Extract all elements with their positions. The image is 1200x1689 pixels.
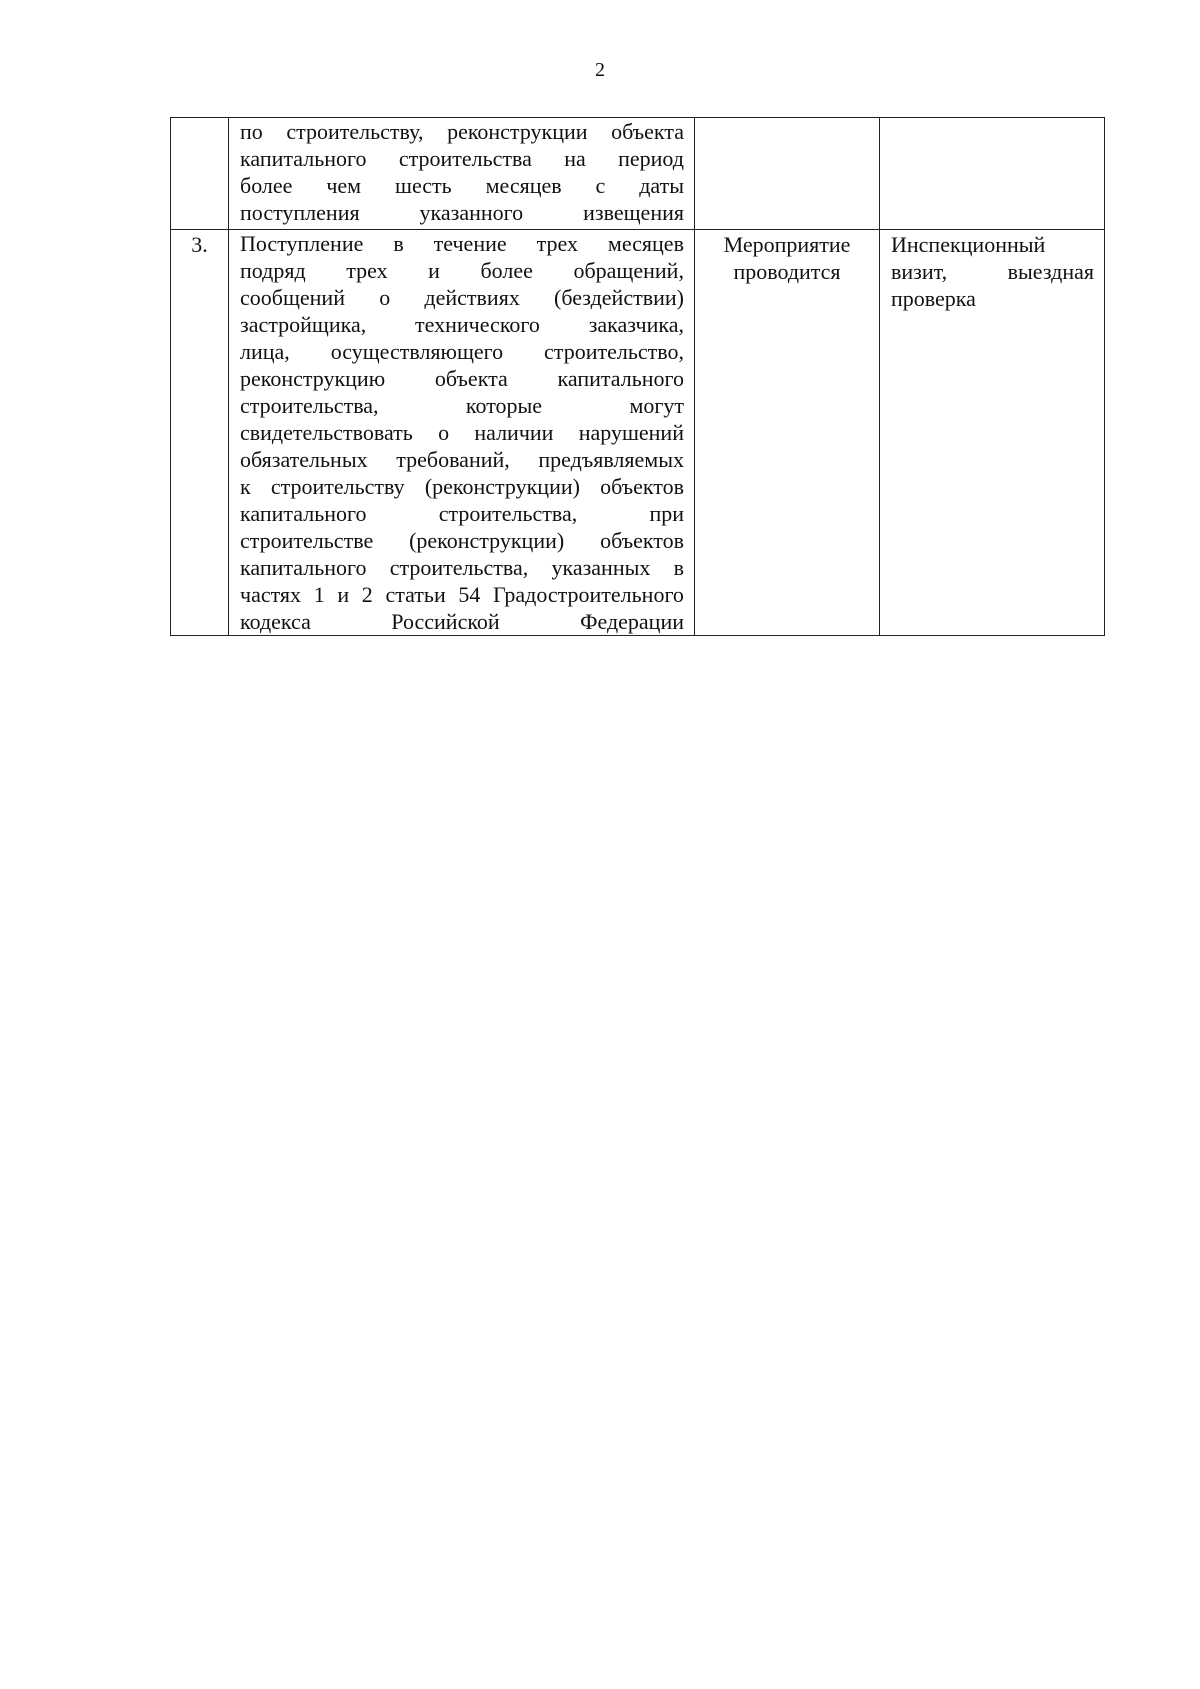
description-line: обязательных требований, предъявляемых — [240, 447, 684, 472]
table-row — [171, 118, 1105, 230]
control-type-line: визит, выездная — [891, 259, 1094, 284]
description-cell — [229, 230, 695, 636]
requirements-table — [170, 117, 1105, 636]
description-line: лица, осуществляющего строительство, — [240, 339, 684, 364]
description-line: застройщика, технического заказчика, — [240, 312, 684, 337]
description-line: подряд трех и более обращений, — [240, 258, 684, 283]
control-type-cell — [880, 118, 1105, 230]
description-line: капитального строительства, при — [240, 501, 684, 526]
row-number-cell — [171, 118, 229, 230]
event-cell — [695, 230, 880, 636]
event-line: Мероприятие — [723, 232, 851, 257]
description-cell — [229, 118, 695, 230]
table-row — [171, 230, 1105, 636]
control-type-cell — [880, 230, 1105, 636]
description-line: капитального строительства на период — [240, 146, 684, 171]
description-line: строительстве (реконструкции) объектов — [240, 528, 684, 553]
description-line: к строительству (реконструкции) объектов — [240, 474, 684, 499]
description-line: более чем шесть месяцев с даты — [240, 173, 684, 198]
event-line: проводится — [733, 259, 841, 284]
description-line: поступления указанного извещения — [240, 200, 684, 225]
description-line: капитального строительства, указанных в — [240, 555, 684, 580]
table-body — [171, 118, 1105, 636]
description-line: сообщений о действиях (бездействии) — [240, 285, 684, 310]
description-line: Поступление в течение трех месяцев — [240, 231, 684, 256]
description-line: по строительству, реконструкции объекта — [240, 119, 684, 144]
row-number-cell: 3. — [171, 230, 229, 636]
control-type-line: Инспекционный — [891, 232, 1046, 257]
description-line: реконструкцию объекта капитального — [240, 366, 684, 391]
description-line: строительства, которые могут — [240, 393, 684, 418]
description-line: свидетельствовать о наличии нарушений — [240, 420, 684, 445]
description-line: частях 1 и 2 статьи 54 Градостроительного — [240, 582, 684, 607]
event-cell — [695, 118, 880, 230]
page-number: 2 — [595, 59, 605, 81]
description-line: кодекса Российской Федерации — [240, 609, 684, 634]
control-type-line: проверка — [891, 286, 976, 311]
